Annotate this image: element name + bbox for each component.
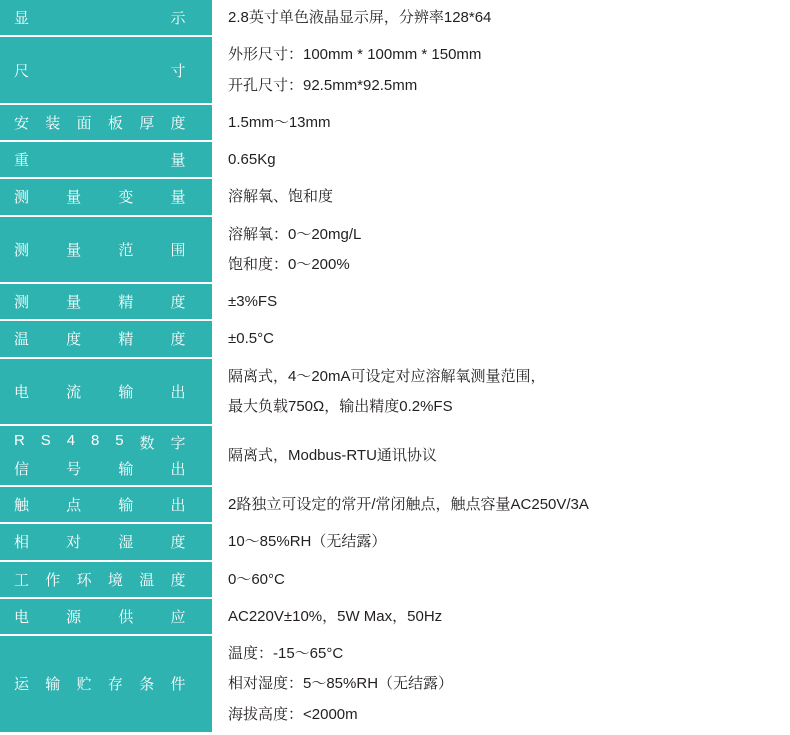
spec-label-char: 字 bbox=[170, 435, 186, 452]
spec-label-char: 度 bbox=[66, 331, 82, 349]
spec-label-char: 厚 bbox=[139, 114, 155, 132]
spec-label-line bbox=[14, 569, 186, 590]
spec-value-line: 隔离式，Modbus-RTU通讯协议 bbox=[228, 446, 437, 464]
table-row bbox=[0, 358, 790, 426]
spec-label-cell bbox=[0, 598, 213, 635]
table-row bbox=[0, 486, 790, 523]
spec-label-char: 贮 bbox=[76, 676, 93, 694]
spec-label-char: 精 bbox=[118, 331, 134, 349]
table-row bbox=[0, 178, 790, 215]
spec-label-char: 号 bbox=[66, 461, 82, 478]
spec-label-cell bbox=[0, 425, 213, 486]
table-row bbox=[0, 320, 790, 357]
spec-label-line bbox=[14, 494, 186, 515]
spec-label-lines bbox=[14, 291, 198, 312]
spec-label-char: 境 bbox=[107, 571, 124, 589]
spec-label-lines bbox=[14, 606, 198, 627]
spec-label-char: 寸 bbox=[170, 62, 186, 80]
spec-value-line: 饱和度：0～200% bbox=[228, 255, 350, 273]
spec-label-char: 运 bbox=[14, 676, 30, 694]
spec-value-line: 隔离式，4～20mA可设定对应溶解氧测量范围， bbox=[228, 367, 546, 385]
spec-label-cell bbox=[0, 283, 213, 320]
spec-label-char: 信 bbox=[14, 461, 30, 478]
spec-value-cell bbox=[213, 36, 790, 104]
spec-label-char: 安 bbox=[14, 114, 30, 132]
spec-value-cell bbox=[213, 486, 790, 523]
spec-label-lines bbox=[14, 328, 198, 349]
spec-label-cell bbox=[0, 358, 213, 426]
table-row bbox=[0, 561, 790, 598]
spec-value-line: 0～60°C bbox=[228, 570, 285, 588]
spec-label-char: 输 bbox=[118, 461, 134, 478]
spec-label-line bbox=[14, 291, 186, 312]
spec-label-lines bbox=[14, 494, 198, 515]
spec-label-char: 板 bbox=[107, 114, 124, 132]
spec-label-char: 源 bbox=[66, 608, 82, 626]
spec-label-char: 量 bbox=[66, 189, 82, 207]
spec-label-line bbox=[14, 432, 186, 453]
table-row bbox=[0, 104, 790, 141]
spec-label-char: 量 bbox=[170, 189, 186, 207]
spec-label-char: 精 bbox=[118, 294, 134, 312]
spec-value-line: 溶解氧、饱和度 bbox=[228, 188, 334, 206]
spec-label-char: 量 bbox=[66, 294, 82, 312]
table-row bbox=[0, 141, 790, 178]
spec-label-line bbox=[14, 381, 186, 402]
spec-label-cell bbox=[0, 104, 213, 141]
spec-label-char: 面 bbox=[76, 114, 93, 132]
spec-value-cell bbox=[213, 358, 790, 426]
spec-label-line bbox=[14, 458, 186, 479]
spec-label-lines bbox=[14, 7, 198, 28]
spec-label-char: 变 bbox=[118, 189, 134, 207]
spec-label-char: 相 bbox=[14, 534, 30, 552]
spec-label-cell bbox=[0, 0, 213, 36]
spec-value-cell bbox=[213, 104, 790, 141]
spec-label-cell bbox=[0, 216, 213, 284]
spec-label-char: 输 bbox=[118, 383, 134, 401]
spec-label-char: R bbox=[14, 432, 26, 449]
spec-value-line: 1.5mm～13mm bbox=[228, 113, 331, 131]
spec-label-line bbox=[14, 186, 186, 207]
spec-label-char: 输 bbox=[118, 497, 134, 515]
spec-label-char: 度 bbox=[170, 331, 186, 349]
spec-label-cell bbox=[0, 320, 213, 357]
spec-label-char: S bbox=[40, 432, 52, 449]
spec-label-char: 温 bbox=[14, 331, 30, 349]
spec-label-line bbox=[14, 7, 186, 28]
spec-value-cell bbox=[213, 216, 790, 284]
spec-value-cell bbox=[213, 320, 790, 357]
spec-value-cell bbox=[213, 425, 790, 486]
spec-label-char: 出 bbox=[170, 497, 186, 515]
table-row bbox=[0, 216, 790, 284]
spec-value-line: 溶解氧：0～20mg/L bbox=[228, 225, 362, 243]
table-row bbox=[0, 523, 790, 560]
spec-label-lines bbox=[14, 673, 198, 694]
spec-label-char: 出 bbox=[170, 383, 186, 401]
spec-label-char: 供 bbox=[118, 608, 134, 626]
spec-label-char: 量 bbox=[66, 241, 82, 259]
spec-label-line bbox=[14, 60, 186, 81]
table-row bbox=[0, 0, 790, 36]
spec-label-line bbox=[14, 531, 186, 552]
spec-value-line: 开孔尺寸：92.5mm*92.5mm bbox=[228, 76, 418, 94]
spec-label-lines bbox=[14, 112, 198, 133]
spec-label-char: 应 bbox=[170, 608, 186, 626]
spec-label-char: 尺 bbox=[14, 62, 30, 80]
table-row bbox=[0, 425, 790, 486]
spec-label-char: 8 bbox=[90, 432, 100, 449]
spec-label-char: 存 bbox=[107, 676, 124, 694]
spec-value-cell bbox=[213, 598, 790, 635]
spec-label-char: 对 bbox=[66, 534, 82, 552]
spec-label-char: 量 bbox=[170, 152, 186, 170]
spec-value-line: AC220V±10%，5W Max，50Hz bbox=[228, 607, 443, 625]
spec-label-char: 测 bbox=[14, 241, 30, 259]
spec-label-char: 输 bbox=[45, 676, 61, 694]
spec-value-cell bbox=[213, 635, 790, 732]
spec-label-char: 件 bbox=[170, 676, 186, 694]
spec-label-char: 度 bbox=[170, 571, 186, 589]
spec-label-char: 环 bbox=[76, 571, 93, 589]
spec-label-lines bbox=[14, 149, 198, 170]
spec-label-line bbox=[14, 149, 186, 170]
spec-label-char: 装 bbox=[45, 114, 61, 132]
spec-value-cell bbox=[213, 178, 790, 215]
spec-value-cell bbox=[213, 0, 790, 36]
spec-value-line: 相对湿度：5～85%RH（无结露） bbox=[228, 675, 454, 693]
spec-value-line: 0.65Kg bbox=[228, 151, 276, 168]
spec-label-char: 工 bbox=[14, 571, 30, 589]
spec-label-char: 出 bbox=[170, 461, 186, 478]
spec-label-char: 度 bbox=[170, 114, 186, 132]
spec-value-cell bbox=[213, 283, 790, 320]
spec-value-line: 10～85%RH（无结露） bbox=[228, 533, 387, 551]
spec-label-line bbox=[14, 328, 186, 349]
spec-value-cell bbox=[213, 523, 790, 560]
spec-value-line: 2.8英寸单色液晶显示屏，分辨率128*64 bbox=[228, 9, 492, 26]
spec-label-lines bbox=[14, 432, 198, 479]
spec-label-lines bbox=[14, 186, 198, 207]
spec-label-char: 条 bbox=[139, 676, 155, 694]
spec-value-cell bbox=[213, 141, 790, 178]
spec-label-cell bbox=[0, 141, 213, 178]
spec-label-char: 电 bbox=[14, 608, 30, 626]
spec-label-line bbox=[14, 112, 186, 133]
spec-label-char: 作 bbox=[45, 571, 61, 589]
spec-label-char: 示 bbox=[170, 10, 186, 28]
spec-value-line: 最大负载750Ω，输出精度0.2%FS bbox=[228, 397, 453, 415]
table-row bbox=[0, 283, 790, 320]
spec-label-cell bbox=[0, 635, 213, 732]
spec-label-char: 重 bbox=[14, 152, 30, 170]
spec-label-char: 数 bbox=[139, 435, 156, 452]
table-row bbox=[0, 598, 790, 635]
spec-label-char: 触 bbox=[14, 497, 30, 515]
spec-label-cell bbox=[0, 36, 213, 104]
spec-label-line bbox=[14, 239, 186, 260]
spec-label-char: 点 bbox=[66, 497, 82, 515]
spec-label-char: 度 bbox=[170, 534, 186, 552]
spec-label-lines bbox=[14, 569, 198, 590]
spec-label-lines bbox=[14, 239, 198, 260]
spec-label-char: 围 bbox=[170, 241, 186, 259]
spec-value-line: 海拔高度：<2000m bbox=[228, 705, 358, 723]
spec-label-char: 电 bbox=[14, 383, 30, 401]
spec-label-char: 湿 bbox=[118, 534, 134, 552]
table-row bbox=[0, 635, 790, 732]
spec-label-char: 范 bbox=[118, 241, 134, 259]
spec-label-cell bbox=[0, 523, 213, 560]
spec-value-line: ±3%FS bbox=[228, 293, 278, 310]
spec-label-char: 度 bbox=[170, 294, 186, 312]
spec-label-line bbox=[14, 606, 186, 627]
spec-label-lines bbox=[14, 60, 198, 81]
spec-label-lines bbox=[14, 531, 198, 552]
spec-value-line: 外形尺寸：100mm * 100mm * 150mm bbox=[228, 46, 482, 64]
spec-value-cell bbox=[213, 561, 790, 598]
spec-value-line: 温度：-15～65°C bbox=[228, 645, 344, 662]
spec-label-char: 流 bbox=[66, 383, 82, 401]
spec-label-char: 显 bbox=[14, 10, 30, 28]
spec-label-line bbox=[14, 673, 186, 694]
spec-label-cell bbox=[0, 486, 213, 523]
spec-label-cell bbox=[0, 178, 213, 215]
spec-label-char: 温 bbox=[139, 571, 155, 589]
spec-label-char: 测 bbox=[14, 294, 30, 312]
table-row bbox=[0, 36, 790, 104]
spec-label-char: 测 bbox=[14, 189, 30, 207]
spec-label-lines bbox=[14, 381, 198, 402]
spec-value-line: 2路独立可设定的常开/常闭触点，触点容量AC250V/3A bbox=[228, 496, 589, 513]
spec-value-line: ±0.5°C bbox=[228, 330, 274, 348]
spec-label-cell bbox=[0, 561, 213, 598]
spec-label-char: 5 bbox=[115, 432, 125, 449]
spec-label-char: 4 bbox=[66, 432, 76, 449]
